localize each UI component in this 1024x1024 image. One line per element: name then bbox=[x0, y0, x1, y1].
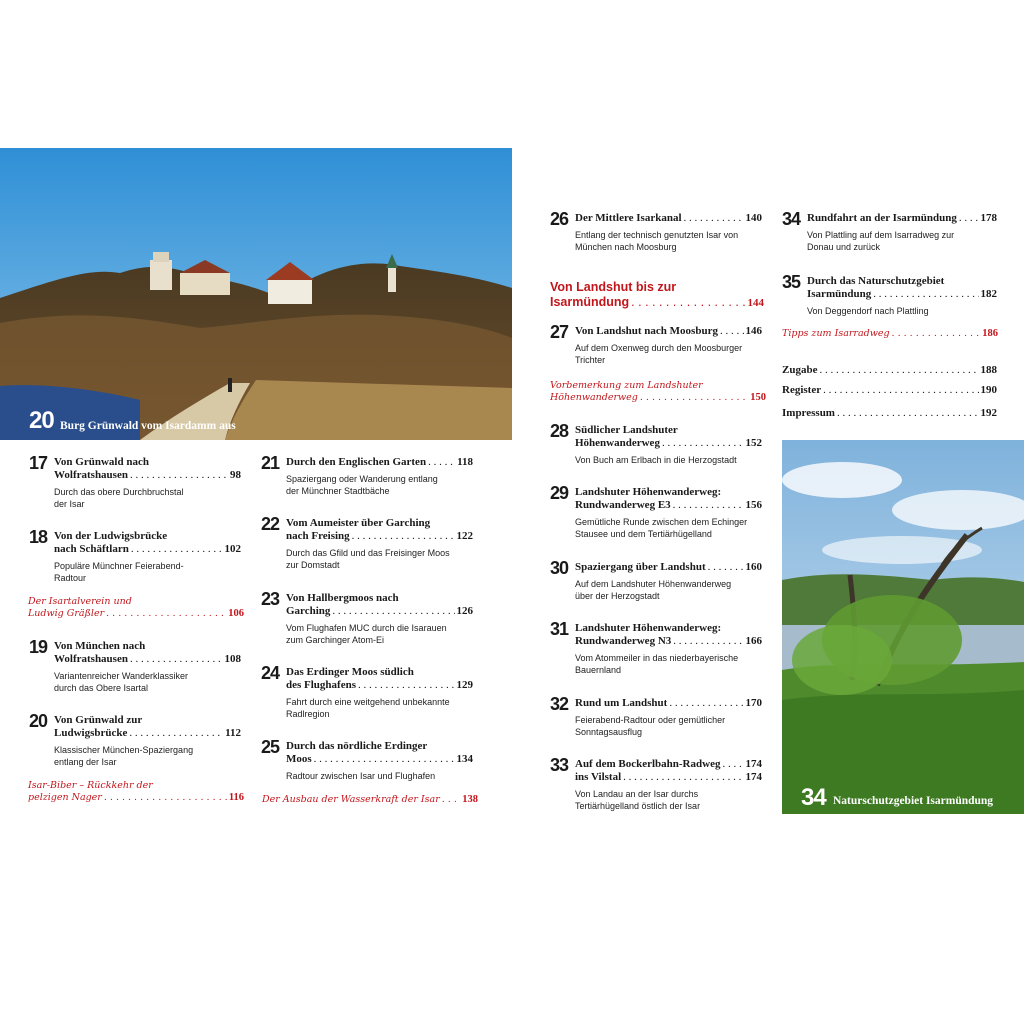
entry-number: 25 bbox=[261, 737, 280, 757]
entry-title-line2: Isarmündung bbox=[807, 288, 872, 300]
section-heading-landshut-isarmuendung[interactable] bbox=[550, 280, 764, 311]
entry-number: 20 bbox=[29, 711, 48, 731]
entry-title-line2: nach Schäftlarn bbox=[54, 543, 129, 555]
toc-entry-19[interactable] bbox=[29, 637, 241, 694]
toc-entry-35[interactable] bbox=[782, 272, 997, 318]
entry-number: 26 bbox=[550, 209, 569, 229]
entry-page: 152 bbox=[745, 437, 762, 449]
sidebar-page: 116 bbox=[228, 792, 244, 803]
entry-page: 140 bbox=[745, 212, 762, 224]
entry-desc-line2: Radlregion bbox=[286, 708, 330, 719]
entry-page: 166 bbox=[745, 635, 762, 647]
entry-number: 27 bbox=[550, 322, 569, 342]
entry-desc-line1: Von Landau an der Isar durchs bbox=[575, 789, 699, 799]
entry-title-line1: Von der Ludwigsbrücke bbox=[54, 530, 168, 542]
entry-desc-line2: der Münchner Stadtbäche bbox=[286, 485, 390, 496]
entry-page: 98 bbox=[230, 469, 241, 481]
sidebar-page: 106 bbox=[228, 608, 244, 619]
toc-extra-impressum[interactable] bbox=[782, 407, 997, 419]
entry-title-line2: nach Freising bbox=[286, 530, 350, 542]
entry-desc-line2: München nach Moosburg bbox=[575, 241, 677, 252]
entry-title-line1: Von Hallbergmoos nach bbox=[286, 592, 399, 604]
entry-desc-line2: über der Herzogstadt bbox=[575, 590, 660, 601]
entry-desc-line1: Fahrt durch eine weitgehend unbekannte bbox=[286, 697, 450, 707]
entry-desc-line2: Trichter bbox=[575, 354, 606, 365]
sidebar-title-line2: Ludwig Gräßler bbox=[28, 608, 105, 619]
entry-title-line2: Ludwigsbrücke bbox=[54, 727, 128, 739]
entry-desc-line1: Vom Atommeiler in das niederbayerische bbox=[575, 653, 739, 663]
photo2-caption: Naturschutzgebiet Isarmündung bbox=[833, 795, 994, 807]
entry-title-line2: Wolfratshausen bbox=[54, 469, 128, 481]
toc-entry-29[interactable] bbox=[550, 483, 762, 540]
sidebar-title-line2: Höhenwanderweg bbox=[550, 392, 638, 403]
entry-number: 19 bbox=[29, 637, 48, 657]
sidebar-title-line2: Tipps zum Isarradweg bbox=[782, 328, 890, 339]
entry-page: 174 bbox=[745, 771, 762, 783]
entry-title-line2: Rundwanderweg N3 bbox=[575, 635, 672, 647]
toc-entry-20[interactable] bbox=[29, 711, 241, 768]
entry-number: 24 bbox=[261, 663, 280, 683]
entry-desc-line1: Von Buch am Erlbach in die Herzogstadt bbox=[575, 455, 737, 465]
entry-title-line1: Auf dem Bockerlbahn-Radweg bbox=[575, 758, 721, 770]
photo1-caption: Burg Grünwald vom Isardamm aus bbox=[60, 420, 236, 432]
toc-entry-30[interactable] bbox=[550, 558, 762, 602]
entry-desc-line1: Auf dem Oxenweg durch den Moosburger bbox=[575, 343, 743, 353]
entry-page: 126 bbox=[456, 605, 473, 617]
photo-isarmuendung bbox=[782, 440, 1024, 814]
toc-extra-zugabe[interactable] bbox=[782, 364, 997, 376]
entry-page: 156 bbox=[745, 499, 762, 511]
entry-page: 134 bbox=[456, 753, 473, 765]
entry-page: 160 bbox=[745, 561, 762, 573]
entry-title-line1: Von München nach bbox=[54, 640, 146, 652]
entry-desc-line2: Sonntagsausflug bbox=[575, 726, 643, 737]
entry-number: 35 bbox=[782, 272, 801, 292]
entry-number: 31 bbox=[550, 619, 569, 639]
entry-title-line2: Durch den Englischen Garten bbox=[286, 456, 427, 468]
toc-entry-32[interactable] bbox=[550, 694, 762, 738]
entry-page: 146 bbox=[745, 325, 762, 337]
entry-title-line2: Moos bbox=[286, 753, 312, 765]
sidebar-title-line2: pelzigen Nager bbox=[28, 792, 102, 803]
entry-desc-line2: der Isar bbox=[54, 498, 85, 509]
extra-page: 192 bbox=[980, 407, 997, 419]
toc-entry-22[interactable] bbox=[261, 514, 473, 571]
entry-number: 29 bbox=[550, 483, 569, 503]
entry-title-line2: Garching bbox=[286, 605, 331, 617]
photo2-number: 34 bbox=[801, 784, 826, 811]
entry-number: 32 bbox=[550, 694, 569, 714]
entry-desc-line1: Feierabend-Radtour oder gemütlicher bbox=[575, 715, 726, 725]
entry-page: 108 bbox=[224, 653, 241, 665]
entry-desc-line1: Von Deggendorf nach Plattling bbox=[807, 306, 929, 316]
entry-desc-line2: Bauernland bbox=[575, 664, 622, 675]
entry-page: 112 bbox=[225, 727, 241, 739]
extra-label: Register bbox=[782, 384, 822, 396]
entry-number: 33 bbox=[550, 755, 569, 775]
photo-burg-gruenwald bbox=[0, 148, 512, 440]
entry-page: 102 bbox=[224, 543, 241, 555]
entry-page: 170 bbox=[745, 697, 762, 709]
entry-desc-line2: zur Domstadt bbox=[286, 559, 340, 570]
entry-desc-line1: Auf dem Landshuter Höhenwanderweg bbox=[575, 579, 732, 589]
entry-title-line2: Der Mittlere Isarkanal bbox=[575, 212, 682, 224]
entry-desc-line1: Durch das obere Durchbruchstal bbox=[54, 487, 184, 497]
entry-title-line1: Durch das Naturschutzgebiet bbox=[807, 275, 945, 287]
entry-desc-line1: Spaziergang oder Wanderung entlang bbox=[286, 474, 438, 484]
entry-page: 182 bbox=[980, 288, 997, 300]
extra-label: Impressum bbox=[782, 407, 835, 419]
entry-title-line2: des Flughafens bbox=[286, 679, 356, 691]
entry-number: 34 bbox=[782, 209, 801, 229]
entry-title-line2: Rundwanderweg E3 bbox=[575, 499, 671, 511]
entry-title-line2: Wolfratshausen bbox=[54, 653, 128, 665]
entry-title-line1: Das Erdinger Moos südlich bbox=[286, 666, 414, 678]
entry-desc-line2: durch das Obere Isartal bbox=[54, 682, 149, 693]
entry-title-line1: Durch das nördliche Erdinger bbox=[286, 740, 428, 752]
sidebar-entry-vorbemerkung[interactable] bbox=[550, 380, 766, 404]
toc-entry-25[interactable] bbox=[261, 737, 473, 783]
sidebar-title-line2: Der Ausbau der Wasserkraft der Isar bbox=[262, 794, 440, 805]
entry-number: 17 bbox=[29, 453, 48, 473]
toc-entry-21[interactable] bbox=[261, 453, 473, 497]
sidebar-entry-isartalverein[interactable] bbox=[28, 596, 244, 620]
toc-entry-34[interactable] bbox=[782, 209, 997, 253]
photo1-number: 20 bbox=[29, 407, 54, 434]
sidebar-page: 150 bbox=[750, 392, 766, 403]
extra-page: 190 bbox=[980, 384, 997, 396]
sidebar-entry-wasserkraft[interactable] bbox=[262, 794, 478, 806]
entry-title-line1: Landshuter Höhenwanderweg: bbox=[575, 622, 722, 634]
entry-desc-line1: Durch das Gfild und das Freisinger Moos bbox=[286, 548, 450, 558]
sidebar-entry-isar-biber[interactable] bbox=[28, 780, 244, 804]
section-title-line2: Isarmündung bbox=[550, 295, 630, 309]
entry-title-line2: Von Landshut nach Moosburg bbox=[575, 325, 718, 337]
entry-desc-line1: Von Plattling auf dem Isarradweg zur bbox=[807, 230, 955, 240]
entry-title-line1: Von Grünwald nach bbox=[54, 456, 149, 468]
section-title-line1: Von Landshut bis zur bbox=[550, 280, 677, 294]
extra-page: 188 bbox=[980, 364, 997, 376]
section-page: 144 bbox=[747, 297, 764, 309]
sidebar-entry-isarradweg[interactable] bbox=[782, 328, 998, 340]
toc-entry-31[interactable] bbox=[550, 619, 762, 676]
entry-number: 23 bbox=[261, 589, 280, 609]
entry-page: 178 bbox=[980, 212, 997, 224]
sidebar-page: 138 bbox=[462, 794, 478, 805]
entry-number: 22 bbox=[261, 514, 280, 534]
entry-title-line2: Spaziergang über Landshut bbox=[575, 561, 706, 573]
toc-entry-23[interactable] bbox=[261, 589, 473, 646]
entry-page: 129 bbox=[456, 679, 473, 691]
entry-desc-line1: Entlang der technisch genutzten Isar von bbox=[575, 230, 739, 240]
entry-desc-line2: Tertiärhügelland östlich der Isar bbox=[575, 800, 701, 811]
entry-page: 122 bbox=[456, 530, 473, 542]
entry-desc-line1: Gemütliche Runde zwischen dem Echinger bbox=[575, 517, 748, 527]
toc-entry-26[interactable] bbox=[550, 209, 762, 253]
entry-title-line1: Südlicher Landshuter bbox=[575, 424, 678, 436]
entry-title-line2: ins Vilstal bbox=[575, 771, 622, 783]
entry-desc-line2: Donau und zurück bbox=[807, 241, 881, 252]
entry-number: 18 bbox=[29, 527, 48, 547]
toc-entry-18[interactable] bbox=[29, 527, 241, 584]
entry-number: 28 bbox=[550, 421, 569, 441]
toc-entry-24[interactable] bbox=[261, 663, 473, 720]
entry-number: 30 bbox=[550, 558, 569, 578]
entry-title-line2: Rundfahrt an der Isarmündung bbox=[807, 212, 957, 224]
entry-page: 118 bbox=[457, 456, 473, 468]
photo-isarmuendung-image bbox=[782, 440, 1024, 814]
extra-label: Zugabe bbox=[782, 364, 818, 376]
entry-desc-line2: Radtour bbox=[54, 572, 87, 583]
entry-desc-line2: Stausee und dem Tertiärhügelland bbox=[575, 528, 712, 539]
entry-page-line1: 174 bbox=[745, 758, 762, 770]
entry-desc-line2: zum Garchinger Atom-Ei bbox=[286, 634, 385, 645]
entry-title-line1: Landshuter Höhenwanderweg: bbox=[575, 486, 722, 498]
entry-number: 21 bbox=[261, 453, 280, 473]
toc-entry-33[interactable] bbox=[550, 755, 762, 812]
entry-desc-line1: Radtour zwischen Isar und Flughafen bbox=[286, 771, 436, 781]
sidebar-title-line1: Isar-Biber – Rückkehr der bbox=[28, 780, 153, 791]
sidebar-page: 186 bbox=[982, 328, 998, 339]
entry-desc-line1: Variantenreicher Wanderklassiker bbox=[54, 671, 189, 681]
toc-extra-register[interactable] bbox=[782, 384, 997, 396]
entry-desc-line1: Klassischer München-Spaziergang bbox=[54, 745, 194, 755]
entry-title-line2: Rund um Landshut bbox=[575, 697, 668, 709]
entry-title-line1: Vom Aumeister über Garching bbox=[286, 517, 431, 529]
toc-entry-28[interactable] bbox=[550, 421, 762, 467]
toc-entry-27[interactable] bbox=[550, 322, 762, 366]
sidebar-title-line1: Der Isartalverein und bbox=[28, 596, 132, 607]
entry-title-line1: Von Grünwald zur bbox=[54, 714, 143, 726]
toc-entry-17[interactable] bbox=[29, 453, 241, 510]
sidebar-title-line1: Vorbemerkung zum Landshuter bbox=[550, 380, 703, 391]
entry-desc-line2: entlang der Isar bbox=[54, 756, 117, 767]
entry-desc-line1: Vom Flughafen MUC durch die Isarauen bbox=[286, 623, 447, 633]
entry-title-line2: Höhenwanderweg bbox=[575, 437, 660, 449]
entry-desc-line1: Populäre Münchner Feierabend- bbox=[54, 561, 184, 571]
photo-burg-gruenwald-image bbox=[0, 148, 512, 440]
